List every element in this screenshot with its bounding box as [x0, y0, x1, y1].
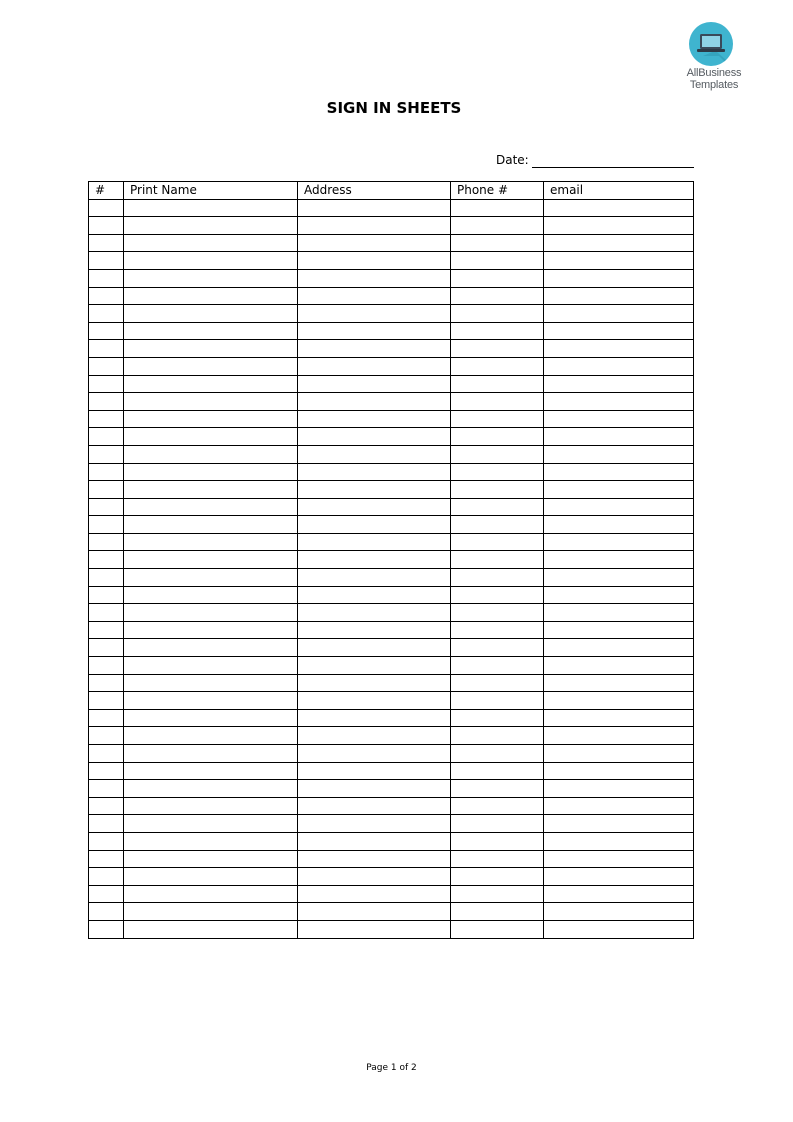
email-cell[interactable]: [544, 832, 694, 850]
email-cell[interactable]: [544, 287, 694, 305]
table-row: [89, 762, 694, 780]
phone-cell[interactable]: [451, 815, 544, 833]
table-row: [89, 815, 694, 833]
number-cell[interactable]: [89, 762, 124, 780]
print-name-cell[interactable]: [124, 727, 298, 745]
table-row: [89, 920, 694, 938]
print-name-cell[interactable]: [124, 269, 298, 287]
number-cell[interactable]: [89, 305, 124, 323]
table-row: [89, 428, 694, 446]
number-cell[interactable]: [89, 639, 124, 657]
address-cell[interactable]: [298, 604, 451, 622]
address-cell[interactable]: [298, 516, 451, 534]
address-cell[interactable]: [298, 657, 451, 675]
logo-text: [676, 67, 752, 91]
address-cell[interactable]: [298, 305, 451, 323]
table-row: [89, 287, 694, 305]
address-cell[interactable]: [298, 868, 451, 886]
address-cell[interactable]: [298, 727, 451, 745]
table-row: [89, 850, 694, 868]
phone-cell[interactable]: [451, 287, 544, 305]
address-cell[interactable]: [298, 920, 451, 938]
print-name-cell[interactable]: [124, 815, 298, 833]
number-cell[interactable]: [89, 920, 124, 938]
number-cell[interactable]: [89, 797, 124, 815]
print-name-cell[interactable]: [124, 305, 298, 323]
column-header-phone: Phone #: [451, 182, 544, 200]
table-row: [89, 217, 694, 235]
print-name-cell[interactable]: [124, 551, 298, 569]
address-cell[interactable]: [298, 586, 451, 604]
email-cell[interactable]: [544, 375, 694, 393]
address-cell[interactable]: [298, 340, 451, 358]
email-cell[interactable]: [544, 745, 694, 763]
number-cell[interactable]: [89, 780, 124, 798]
table-row: [89, 445, 694, 463]
address-cell[interactable]: [298, 692, 451, 710]
print-name-cell[interactable]: [124, 234, 298, 252]
table-row: [89, 586, 694, 604]
print-name-cell[interactable]: [124, 780, 298, 798]
address-cell[interactable]: [298, 674, 451, 692]
email-cell[interactable]: [544, 692, 694, 710]
phone-cell[interactable]: [451, 692, 544, 710]
phone-cell[interactable]: [451, 463, 544, 481]
print-name-cell[interactable]: [124, 445, 298, 463]
phone-cell[interactable]: [451, 217, 544, 235]
sign-in-table: [88, 181, 694, 939]
number-cell[interactable]: [89, 463, 124, 481]
print-name-cell[interactable]: [124, 428, 298, 446]
print-name-cell[interactable]: [124, 604, 298, 622]
email-cell[interactable]: [544, 674, 694, 692]
table-row: [89, 745, 694, 763]
email-cell[interactable]: [544, 903, 694, 921]
print-name-cell[interactable]: [124, 217, 298, 235]
email-cell[interactable]: [544, 516, 694, 534]
number-cell[interactable]: [89, 621, 124, 639]
phone-cell[interactable]: [451, 920, 544, 938]
table-row: [89, 832, 694, 850]
address-cell[interactable]: [298, 252, 451, 270]
table-row: [89, 463, 694, 481]
table-row: [89, 569, 694, 587]
number-cell[interactable]: [89, 234, 124, 252]
email-cell[interactable]: [544, 604, 694, 622]
print-name-cell[interactable]: [124, 868, 298, 886]
address-cell[interactable]: [298, 234, 451, 252]
print-name-cell[interactable]: [124, 199, 298, 217]
phone-cell[interactable]: [451, 709, 544, 727]
phone-cell[interactable]: [451, 832, 544, 850]
address-cell[interactable]: [298, 463, 451, 481]
column-header-number: #: [89, 182, 124, 200]
email-cell[interactable]: [544, 269, 694, 287]
email-cell[interactable]: [544, 340, 694, 358]
print-name-cell[interactable]: [124, 498, 298, 516]
address-cell[interactable]: [298, 885, 451, 903]
email-cell[interactable]: [544, 850, 694, 868]
number-cell[interactable]: [89, 269, 124, 287]
phone-cell[interactable]: [451, 322, 544, 340]
number-cell[interactable]: [89, 885, 124, 903]
table-row: [89, 498, 694, 516]
table-row: [89, 410, 694, 428]
phone-cell[interactable]: [451, 727, 544, 745]
address-cell[interactable]: [298, 428, 451, 446]
address-cell[interactable]: [298, 217, 451, 235]
number-cell[interactable]: [89, 516, 124, 534]
number-cell[interactable]: [89, 745, 124, 763]
date-field: [496, 152, 694, 168]
table-row: [89, 797, 694, 815]
table-row: [89, 621, 694, 639]
phone-cell[interactable]: [451, 410, 544, 428]
email-cell[interactable]: [544, 727, 694, 745]
table-row: [89, 481, 694, 499]
address-cell[interactable]: [298, 481, 451, 499]
email-cell[interactable]: [544, 428, 694, 446]
phone-cell[interactable]: [451, 569, 544, 587]
email-cell[interactable]: [544, 533, 694, 551]
phone-cell[interactable]: [451, 885, 544, 903]
date-label: Date:: [496, 153, 529, 167]
phone-cell[interactable]: [451, 269, 544, 287]
address-cell[interactable]: [298, 569, 451, 587]
number-cell[interactable]: [89, 586, 124, 604]
print-name-cell[interactable]: [124, 709, 298, 727]
print-name-cell[interactable]: [124, 692, 298, 710]
number-cell[interactable]: [89, 322, 124, 340]
print-name-cell[interactable]: [124, 533, 298, 551]
print-name-cell[interactable]: [124, 252, 298, 270]
print-name-cell[interactable]: [124, 481, 298, 499]
email-cell[interactable]: [544, 657, 694, 675]
print-name-cell[interactable]: [124, 375, 298, 393]
email-cell[interactable]: [544, 780, 694, 798]
email-cell[interactable]: [544, 551, 694, 569]
number-cell[interactable]: [89, 357, 124, 375]
number-cell[interactable]: [89, 199, 124, 217]
table-row: [89, 551, 694, 569]
email-cell[interactable]: [544, 463, 694, 481]
address-cell[interactable]: [298, 357, 451, 375]
address-cell[interactable]: [298, 445, 451, 463]
print-name-cell[interactable]: [124, 797, 298, 815]
date-blank-line[interactable]: [532, 153, 694, 168]
email-cell[interactable]: [544, 305, 694, 323]
number-cell[interactable]: [89, 498, 124, 516]
phone-cell[interactable]: [451, 199, 544, 217]
email-cell[interactable]: [544, 639, 694, 657]
address-cell[interactable]: [298, 762, 451, 780]
table-row: [89, 516, 694, 534]
phone-cell[interactable]: [451, 621, 544, 639]
address-cell[interactable]: [298, 533, 451, 551]
print-name-cell[interactable]: [124, 639, 298, 657]
email-cell[interactable]: [544, 797, 694, 815]
email-cell[interactable]: [544, 234, 694, 252]
print-name-cell[interactable]: [124, 903, 298, 921]
print-name-cell[interactable]: [124, 586, 298, 604]
number-cell[interactable]: [89, 604, 124, 622]
phone-cell[interactable]: [451, 780, 544, 798]
number-cell[interactable]: [89, 692, 124, 710]
logo-line-1: AllBusiness: [686, 67, 742, 79]
number-cell[interactable]: [89, 287, 124, 305]
email-cell[interactable]: [544, 868, 694, 886]
table-row: [89, 604, 694, 622]
email-cell[interactable]: [544, 322, 694, 340]
number-cell[interactable]: [89, 551, 124, 569]
print-name-cell[interactable]: [124, 674, 298, 692]
address-cell[interactable]: [298, 639, 451, 657]
email-cell[interactable]: [544, 569, 694, 587]
page-number: Page 1 of 2: [366, 1063, 417, 1073]
print-name-cell[interactable]: [124, 657, 298, 675]
table-row: [89, 357, 694, 375]
table-row: [89, 868, 694, 886]
address-cell[interactable]: [298, 199, 451, 217]
email-cell[interactable]: [544, 481, 694, 499]
address-cell[interactable]: [298, 375, 451, 393]
number-cell[interactable]: [89, 410, 124, 428]
number-cell[interactable]: [89, 709, 124, 727]
table-row: [89, 885, 694, 903]
address-cell[interactable]: [298, 815, 451, 833]
print-name-cell[interactable]: [124, 516, 298, 534]
number-cell[interactable]: [89, 903, 124, 921]
phone-cell[interactable]: [451, 252, 544, 270]
address-cell[interactable]: [298, 551, 451, 569]
address-cell[interactable]: [298, 709, 451, 727]
number-cell[interactable]: [89, 850, 124, 868]
number-cell[interactable]: [89, 217, 124, 235]
address-cell[interactable]: [298, 745, 451, 763]
email-cell[interactable]: [544, 252, 694, 270]
print-name-cell[interactable]: [124, 393, 298, 411]
phone-cell[interactable]: [451, 586, 544, 604]
print-name-cell[interactable]: [124, 920, 298, 938]
number-cell[interactable]: [89, 428, 124, 446]
email-cell[interactable]: [544, 498, 694, 516]
table-row: [89, 234, 694, 252]
email-cell[interactable]: [544, 393, 694, 411]
email-cell[interactable]: [544, 217, 694, 235]
phone-cell[interactable]: [451, 868, 544, 886]
print-name-cell[interactable]: [124, 357, 298, 375]
table-body: [89, 199, 694, 938]
column-header-email: email: [544, 182, 694, 200]
table-row: [89, 657, 694, 675]
table-row: [89, 322, 694, 340]
phone-cell[interactable]: [451, 762, 544, 780]
address-cell[interactable]: [298, 832, 451, 850]
table-row: [89, 780, 694, 798]
column-header-print-name: Print Name: [124, 182, 298, 200]
email-cell[interactable]: [544, 920, 694, 938]
table-row: [89, 305, 694, 323]
print-name-cell[interactable]: [124, 745, 298, 763]
phone-cell[interactable]: [451, 498, 544, 516]
phone-cell[interactable]: [451, 305, 544, 323]
number-cell[interactable]: [89, 815, 124, 833]
print-name-cell[interactable]: [124, 569, 298, 587]
table-row: [89, 533, 694, 551]
table-row: [89, 639, 694, 657]
table-row: [89, 692, 694, 710]
number-cell[interactable]: [89, 481, 124, 499]
address-cell[interactable]: [298, 780, 451, 798]
table-row: [89, 340, 694, 358]
number-cell[interactable]: [89, 533, 124, 551]
number-cell[interactable]: [89, 252, 124, 270]
address-cell[interactable]: [298, 621, 451, 639]
number-cell[interactable]: [89, 375, 124, 393]
table-row: [89, 269, 694, 287]
phone-cell[interactable]: [451, 639, 544, 657]
email-cell[interactable]: [544, 586, 694, 604]
column-header-address: Address: [298, 182, 451, 200]
phone-cell[interactable]: [451, 533, 544, 551]
phone-cell[interactable]: [451, 428, 544, 446]
email-cell[interactable]: [544, 445, 694, 463]
number-cell[interactable]: [89, 393, 124, 411]
print-name-cell[interactable]: [124, 850, 298, 868]
logo-line-2: Templates: [689, 79, 739, 91]
phone-cell[interactable]: [451, 903, 544, 921]
print-name-cell[interactable]: [124, 287, 298, 305]
email-cell[interactable]: [544, 410, 694, 428]
address-cell[interactable]: [298, 410, 451, 428]
number-cell[interactable]: [89, 832, 124, 850]
phone-cell[interactable]: [451, 481, 544, 499]
page-title: SIGN IN SHEETS: [326, 99, 462, 117]
number-cell[interactable]: [89, 445, 124, 463]
phone-cell[interactable]: [451, 340, 544, 358]
allbusiness-templates-logo: [676, 22, 752, 94]
print-name-cell[interactable]: [124, 885, 298, 903]
email-cell[interactable]: [544, 199, 694, 217]
print-name-cell[interactable]: [124, 322, 298, 340]
phone-cell[interactable]: [451, 850, 544, 868]
email-cell[interactable]: [544, 815, 694, 833]
email-cell[interactable]: [544, 621, 694, 639]
number-cell[interactable]: [89, 657, 124, 675]
phone-cell[interactable]: [451, 797, 544, 815]
phone-cell[interactable]: [451, 657, 544, 675]
table-row: [89, 199, 694, 217]
table-header-row: [89, 182, 694, 200]
email-cell[interactable]: [544, 709, 694, 727]
number-cell[interactable]: [89, 868, 124, 886]
phone-cell[interactable]: [451, 445, 544, 463]
address-cell[interactable]: [298, 903, 451, 921]
phone-cell[interactable]: [451, 745, 544, 763]
email-cell[interactable]: [544, 357, 694, 375]
address-cell[interactable]: [298, 797, 451, 815]
phone-cell[interactable]: [451, 375, 544, 393]
phone-cell[interactable]: [451, 234, 544, 252]
print-name-cell[interactable]: [124, 621, 298, 639]
number-cell[interactable]: [89, 727, 124, 745]
phone-cell[interactable]: [451, 551, 544, 569]
print-name-cell[interactable]: [124, 410, 298, 428]
print-name-cell[interactable]: [124, 832, 298, 850]
address-cell[interactable]: [298, 287, 451, 305]
table-row: [89, 709, 694, 727]
table-row: [89, 903, 694, 921]
laptop-icon: [689, 22, 733, 66]
number-cell[interactable]: [89, 340, 124, 358]
phone-cell[interactable]: [451, 604, 544, 622]
phone-cell[interactable]: [451, 516, 544, 534]
print-name-cell[interactable]: [124, 762, 298, 780]
address-cell[interactable]: [298, 850, 451, 868]
table-row: [89, 727, 694, 745]
address-cell[interactable]: [298, 269, 451, 287]
address-cell[interactable]: [298, 393, 451, 411]
email-cell[interactable]: [544, 885, 694, 903]
table-row: [89, 674, 694, 692]
table-row: [89, 393, 694, 411]
phone-cell[interactable]: [451, 357, 544, 375]
table-row: [89, 252, 694, 270]
address-cell[interactable]: [298, 498, 451, 516]
email-cell[interactable]: [544, 762, 694, 780]
print-name-cell[interactable]: [124, 340, 298, 358]
address-cell[interactable]: [298, 322, 451, 340]
number-cell[interactable]: [89, 674, 124, 692]
phone-cell[interactable]: [451, 674, 544, 692]
table-row: [89, 375, 694, 393]
print-name-cell[interactable]: [124, 463, 298, 481]
number-cell[interactable]: [89, 569, 124, 587]
phone-cell[interactable]: [451, 393, 544, 411]
